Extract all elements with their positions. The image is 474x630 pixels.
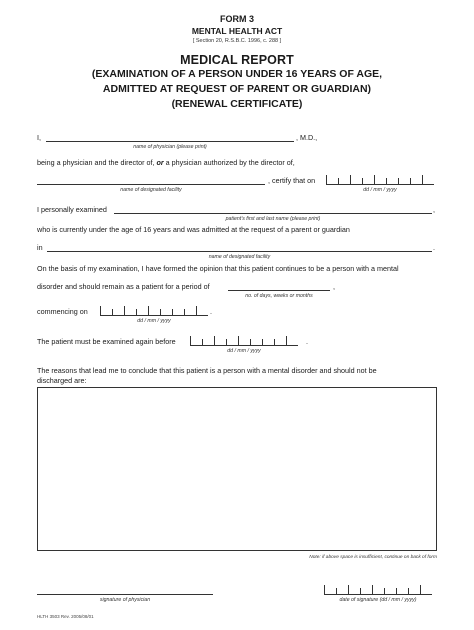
again-text: The patient must be examined again before xyxy=(37,337,176,346)
subtitle-line-3: (RENEWAL CERTIFICATE) xyxy=(171,98,303,110)
commencing-date-field[interactable] xyxy=(100,306,208,316)
signature-caption: signature of physician xyxy=(99,597,151,603)
opinion-line-2: disorder and should remain as a patient for a period of xyxy=(37,282,210,291)
act-section: [ Section 20, R.S.B.C. 1996, c. 288 ] xyxy=(192,38,282,44)
period-field[interactable] xyxy=(228,290,330,291)
form-code: HLTH 3503 Rev. 2005/08/01 xyxy=(37,614,94,619)
reasons-line-1: The reasons that lead me to conclude that this patient is a person with a mental disorder and should not be xyxy=(37,366,377,375)
subtitle-line-2: ADMITTED AT REQUEST OF PARENT OR GUARDIAN) xyxy=(102,83,372,95)
patient-name-field[interactable] xyxy=(114,213,432,214)
form-number: FORM 3 xyxy=(219,14,254,24)
facility-name-field[interactable] xyxy=(37,184,265,185)
opinion-line-1: On the basis of my examination, I have formed the opinion that this patient continues to be a person with a mental xyxy=(37,264,399,273)
i-prefix: I, xyxy=(37,133,41,142)
act-title: MENTAL HEALTH ACT xyxy=(191,26,283,36)
reexam-date-field[interactable] xyxy=(190,336,298,346)
in-period: . xyxy=(433,243,435,252)
signature-date-field[interactable] xyxy=(324,585,432,595)
age-statement: who is currently under the age of 16 years and was admitted at the request of a parent or guardian xyxy=(37,225,350,234)
examined-text: I personally examined xyxy=(37,205,107,214)
director-statement xyxy=(37,158,295,167)
signature-date-caption: date of signature (dd / mm / yyyy) xyxy=(339,597,417,603)
reexam-period: . xyxy=(306,337,308,346)
director-text-b: a physician authorized by the director of, xyxy=(165,158,295,167)
in-text: in xyxy=(37,243,43,252)
facility-name-field-2[interactable] xyxy=(47,251,432,252)
insufficient-note: Note: if above space is insufficient, continue on back of form xyxy=(309,555,437,560)
period-caption: no. of days, weeks or months xyxy=(245,293,313,299)
commencing-text: commencing on xyxy=(37,307,88,316)
reexam-date-caption: dd / mm / yyyy xyxy=(227,348,261,354)
period-comma: , xyxy=(333,282,335,291)
subtitle-line-1: (EXAMINATION OF A PERSON UNDER 16 YEARS OF AGE, xyxy=(91,68,383,80)
physician-caption: name of physician (please print) xyxy=(133,144,207,150)
facility-caption-2: name of designated facility xyxy=(208,254,271,260)
director-text-a: being a physician and the director of, xyxy=(37,158,155,167)
facility-caption: name of designated facility xyxy=(120,187,182,193)
certify-date-caption: dd / mm / yyyy xyxy=(363,187,397,193)
certify-date-field[interactable] xyxy=(326,175,434,185)
certify-text: , certify that on xyxy=(268,176,316,185)
md-suffix: , M.D., xyxy=(296,133,318,142)
page-title: MEDICAL REPORT xyxy=(180,53,294,67)
examined-comma: , xyxy=(433,205,435,214)
signature-field[interactable] xyxy=(37,594,213,595)
patient-caption: patient's first and last name (please print) xyxy=(225,216,321,222)
commencing-date-caption: dd / mm / yyyy xyxy=(137,318,171,324)
reasons-line-2: discharged are: xyxy=(37,376,87,385)
reasons-textarea[interactable] xyxy=(37,387,437,551)
physician-name-field[interactable] xyxy=(46,141,294,142)
commencing-period: . xyxy=(210,307,212,316)
director-or: or xyxy=(156,158,164,167)
